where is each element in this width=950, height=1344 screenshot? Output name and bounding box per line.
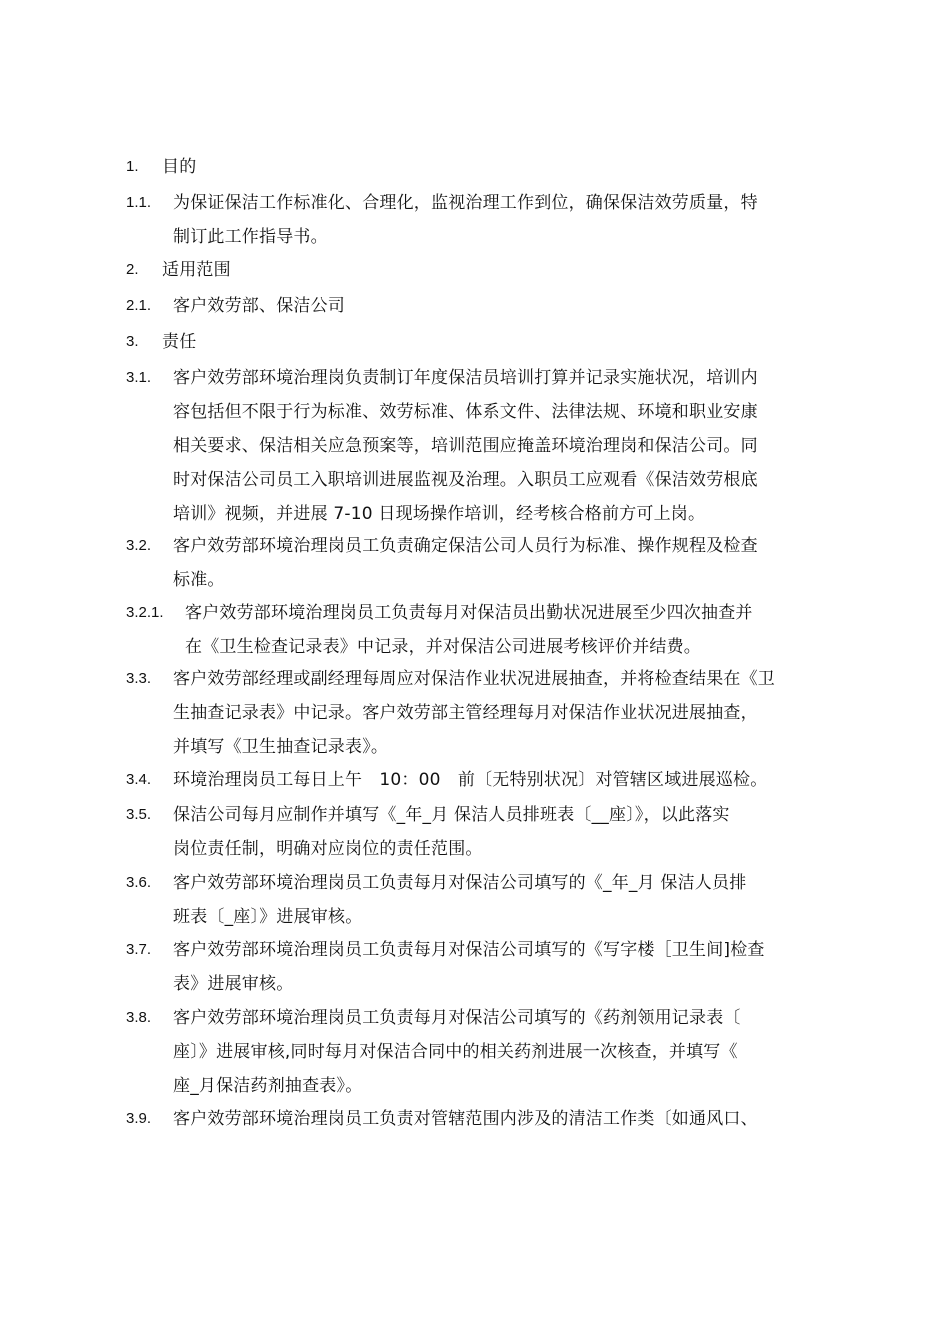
section-number: 1. <box>126 158 139 175</box>
section-text <box>173 798 836 866</box>
section-number: 2.1. <box>126 297 152 314</box>
section-number: 3. <box>126 333 139 350</box>
text-line: 班表〔_座〕》进展审核。 <box>173 907 363 927</box>
section-number: 3.9. <box>126 1110 152 1127</box>
section-number: 3.7. <box>126 941 152 958</box>
section-3-heading <box>126 325 836 359</box>
section-number: 3.4. <box>126 771 152 788</box>
section-text <box>173 933 836 1001</box>
section-3-8-paragraph <box>126 1001 836 1103</box>
section-number: 3.2. <box>126 537 152 554</box>
section-number: 3.2.1. <box>126 604 164 621</box>
text-line: 座_月保洁药剂抽查表》。 <box>173 1076 363 1096</box>
text-line: 座〕》进展审核,同时每月对保洁合同中的相关药剂进展一次核查，并填写《 <box>173 1042 738 1062</box>
section-text <box>162 325 836 359</box>
section-2-1-paragraph <box>126 289 836 323</box>
text-line: 时对保洁公司员工入职培训进展监视及治理。入职员工应观看《保洁效劳根底 <box>173 470 758 490</box>
section-number: 1.1. <box>126 194 152 211</box>
section-number: 3.1. <box>126 369 152 386</box>
text-line: 客户效劳部环境治理岗员工负责每月对保洁公司填写的《写字楼［卫生间]检查 <box>173 940 765 960</box>
section-3-2-paragraph <box>126 529 836 597</box>
section-number: 3.5. <box>126 806 152 823</box>
text-line: 表》进展审核。 <box>173 974 294 994</box>
section-text <box>173 186 836 254</box>
section-text <box>173 662 836 764</box>
text-line: 客户效劳部、保洁公司 <box>173 296 345 316</box>
text-line: 容包括但不限于行为标准、效劳标准、体系文件、法律法规、环境和职业安康 <box>173 402 758 422</box>
section-text <box>173 866 836 934</box>
text-line: 客户效劳部环境治理岗负责制订年度保洁员培训打算并记录实施状况，培训内 <box>173 368 758 388</box>
text-line: 责任 <box>162 332 197 352</box>
text-line: 客户效劳部环境治理岗员工负责每月对保洁员出勤状况进展至少四次抽查并 <box>185 603 753 623</box>
text-line: 客户效劳部环境治理岗员工负责每月对保洁公司填写的《_年_月 保洁人员排 <box>173 873 747 893</box>
text-line: 为保证保洁工作标准化、合理化，监视治理工作到位，确保保洁效劳质量，特 <box>173 193 758 213</box>
section-text <box>173 1001 836 1103</box>
section-2-heading <box>126 253 836 287</box>
section-3-6-paragraph <box>126 866 836 934</box>
text-line: 适用范围 <box>162 260 231 280</box>
section-1-1-paragraph <box>126 186 836 254</box>
text-line: 环境治理岗员工每日上午 10：00 前〔无特别状况〕对管辖区域进展巡检。 <box>173 770 768 790</box>
text-line: 培训》视频，并进展 7-10 日现场操作培训，经考核合格前方可上岗。 <box>173 504 706 524</box>
section-number: 3.8. <box>126 1009 152 1026</box>
text-line: 标准。 <box>173 570 225 590</box>
text-line: 制订此工作指导书。 <box>173 227 328 247</box>
section-number: 2. <box>126 261 139 278</box>
section-text <box>185 596 836 664</box>
section-3-7-paragraph <box>126 933 836 1001</box>
section-1-heading <box>126 150 836 184</box>
text-line: 客户效劳部环境治理岗员工负责对管辖范围内涉及的清洁工作类〔如通风口、 <box>173 1109 758 1129</box>
section-3-9-paragraph <box>126 1102 836 1136</box>
text-line: 生抽查记录表》中记录。客户效劳部主管经理每月对保洁作业状况进展抽查， <box>173 703 758 723</box>
section-3-2-1-paragraph <box>126 596 836 664</box>
section-text <box>173 289 836 323</box>
section-text <box>173 529 836 597</box>
text-line: 客户效劳部环境治理岗员工负责每月对保洁公司填写的《药剂领用记录表〔 <box>173 1008 741 1028</box>
section-3-5-paragraph <box>126 798 836 866</box>
text-line: 客户效劳部经理或副经理每周应对保洁作业状况进展抽查，并将检查结果在《卫 <box>173 669 775 689</box>
text-line: 在《卫生检查记录表》中记录，并对保洁公司进展考核评价并结费。 <box>185 637 701 657</box>
text-line: 并填写《卫生抽查记录表》。 <box>173 737 389 757</box>
section-text <box>162 253 836 287</box>
text-line: 客户效劳部环境治理岗员工负责确定保洁公司人员行为标准、操作规程及检查 <box>173 536 758 556</box>
text-line: 相关要求、保洁相关应急预案等，培训范围应掩盖环境治理岗和保洁公司。同 <box>173 436 758 456</box>
text-line: 目的 <box>162 157 197 177</box>
section-text <box>162 150 836 184</box>
section-number: 3.3. <box>126 670 152 687</box>
section-3-4-paragraph <box>126 763 836 797</box>
text-line: 保洁公司每月应制作并填写《_年_月 保洁人员排班表〔__座〕》，以此落实 <box>173 805 730 825</box>
section-3-3-paragraph <box>126 662 836 764</box>
section-text <box>173 1102 836 1136</box>
section-text <box>173 763 836 797</box>
section-number: 3.6. <box>126 874 152 891</box>
section-text <box>173 361 836 531</box>
text-line: 岗位责任制，明确对应岗位的责任范围。 <box>173 839 483 859</box>
section-3-1-paragraph <box>126 361 836 531</box>
